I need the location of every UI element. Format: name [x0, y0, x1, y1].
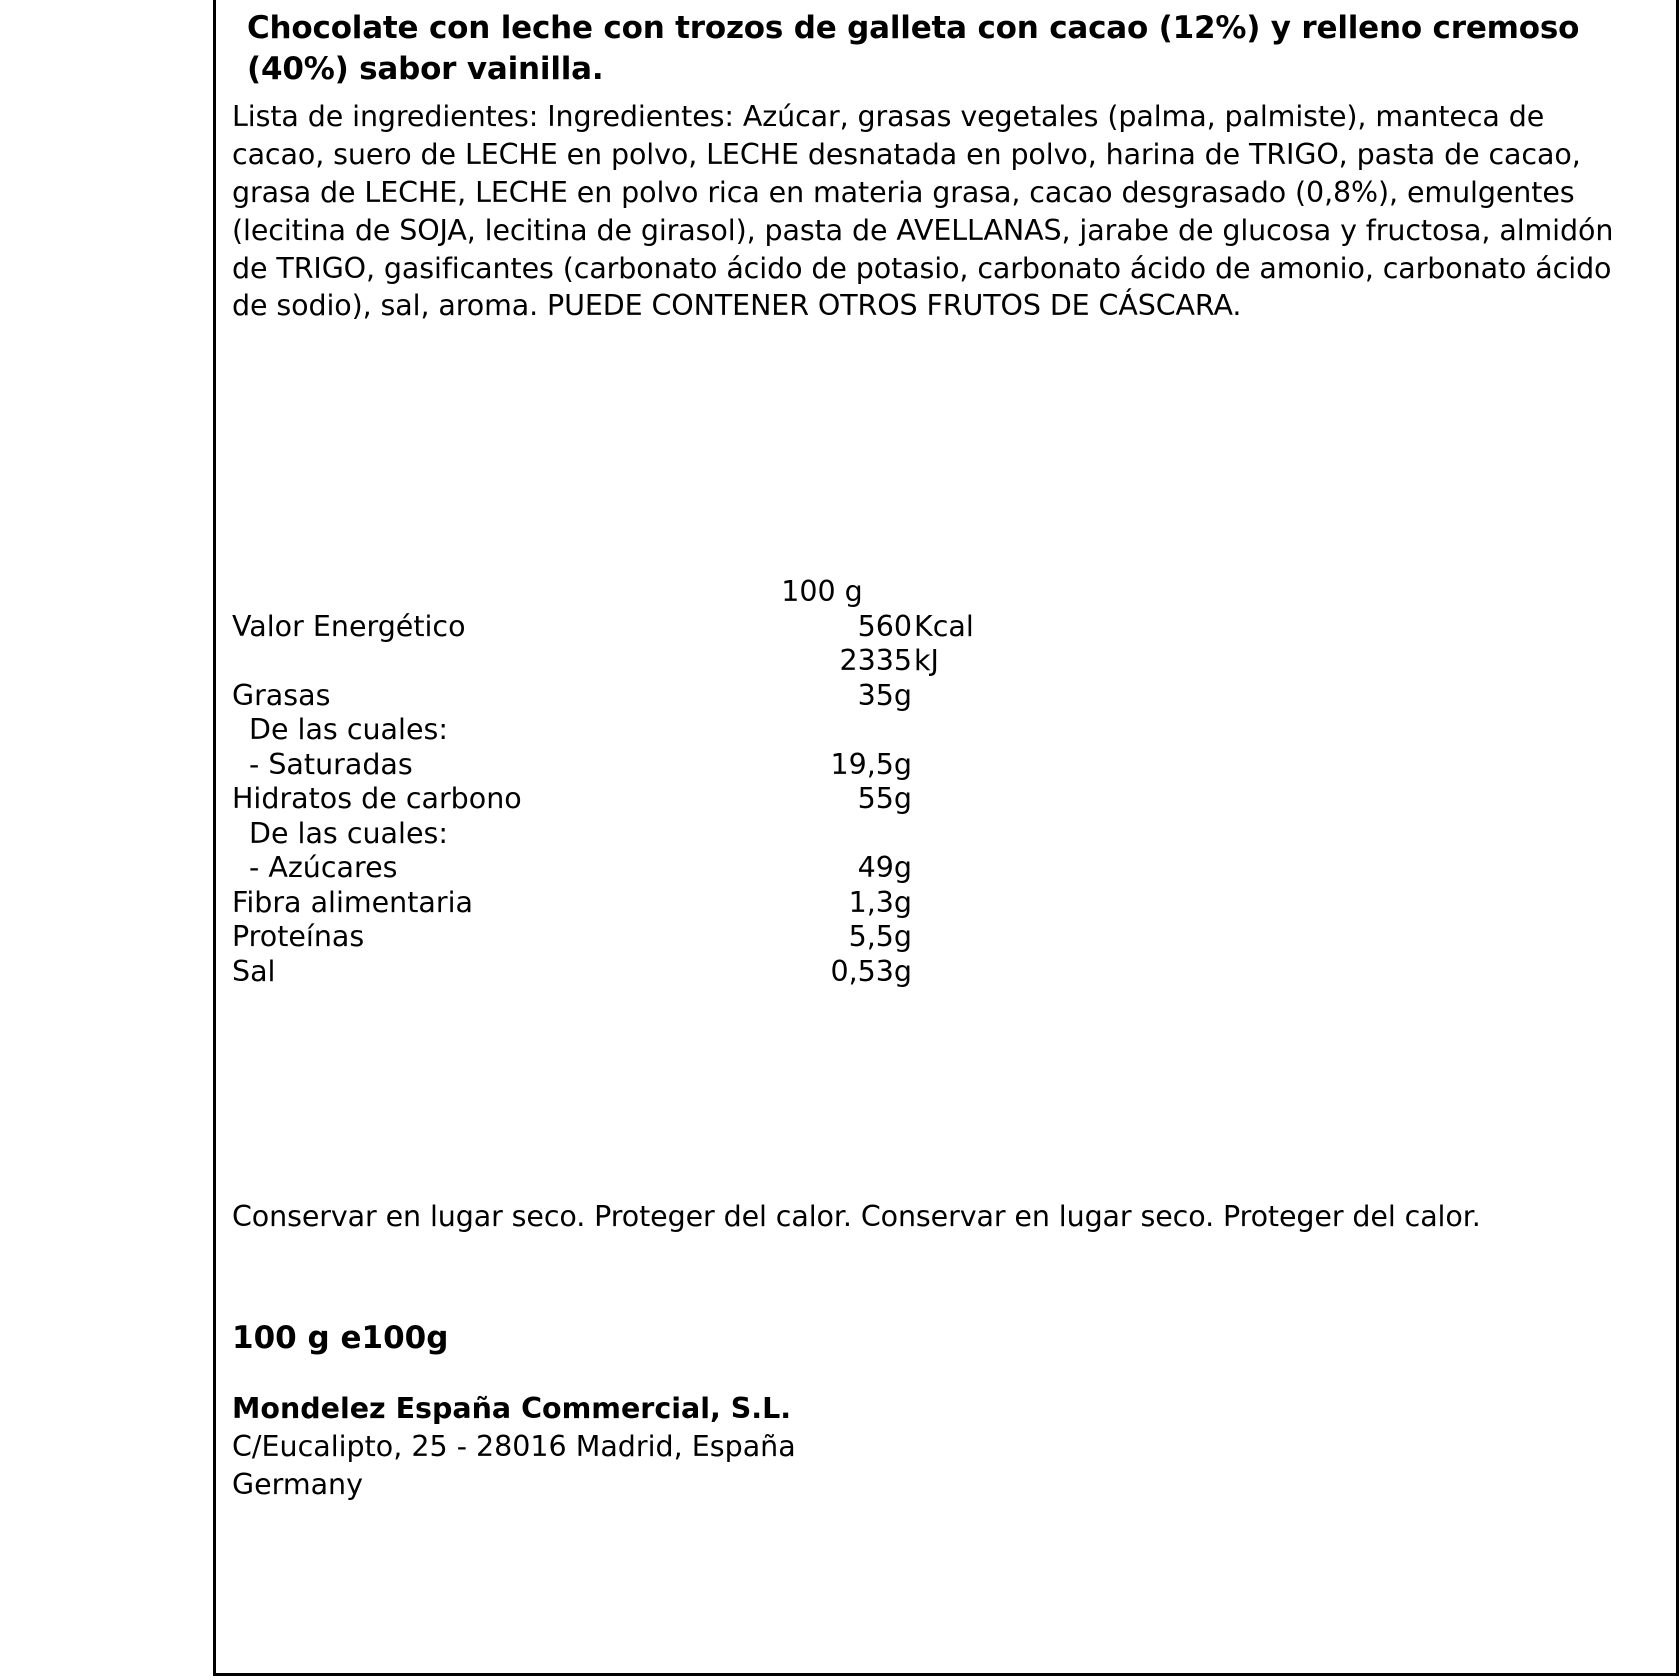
table-row	[232, 885, 1132, 924]
nutrient-value: 1,3g	[848, 885, 912, 919]
nutrient-label: Hidratos de carbono	[232, 782, 522, 815]
table-row	[232, 609, 1132, 648]
nutrient-value: 5,5g	[848, 920, 912, 953]
product-title: Chocolate con leche con trozos de galleta con cacao (12%) y relleno cremoso (40%) sabor vainilla.	[247, 10, 1580, 87]
nutrient-value: 0,53g	[830, 954, 912, 988]
product-label-panel	[213, 0, 1679, 1676]
table-row	[232, 644, 1132, 682]
nutrient-label: - Azúcares	[249, 851, 398, 884]
nutrient-label: Grasas	[232, 678, 331, 712]
nutrient-label: Fibra alimentaria	[232, 885, 473, 919]
manufacturer-country: Germany	[232, 1467, 363, 1501]
table-row	[232, 920, 1132, 958]
nutrient-label: Sal	[232, 954, 276, 988]
nutrient-label: Proteínas	[232, 920, 365, 953]
net-weight: 100 g e100g	[232, 1320, 449, 1356]
nutrient-label: De las cuales:	[249, 816, 448, 850]
table-row	[232, 782, 1132, 820]
table-row	[232, 954, 1132, 993]
nutrient-unit: Kcal	[914, 609, 974, 643]
nutrient-label: - Saturadas	[249, 747, 413, 781]
nutrient-value: 49g	[857, 851, 912, 884]
manufacturer-address: C/Eucalipto, 25 - 28016 Madrid, España	[232, 1429, 796, 1463]
nutrition-table	[232, 575, 1132, 992]
nutrient-value: 19,5g	[830, 747, 912, 781]
table-row	[232, 851, 1132, 889]
nutrition-column-header: 100 g	[781, 575, 863, 608]
storage-instructions: Conservar en lugar seco. Proteger del calor. Conservar en lugar seco. Proteger del calor.	[232, 1200, 1481, 1233]
table-row	[232, 747, 1132, 786]
nutrient-value: 2335	[839, 644, 912, 677]
table-row	[232, 816, 1132, 855]
nutrient-label: De las cuales:	[249, 713, 448, 746]
nutrient-unit: kJ	[914, 644, 939, 677]
nutrient-label: Valor Energético	[232, 609, 466, 643]
nutrient-value: 35g	[857, 678, 912, 712]
table-row	[232, 678, 1132, 717]
manufacturer-name: Mondelez España Commercial, S.L.	[232, 1392, 792, 1425]
table-row	[232, 713, 1132, 751]
nutrient-value: 560	[857, 609, 912, 643]
nutrition-header-row	[232, 575, 1132, 613]
manufacturer-block	[232, 1390, 1622, 1504]
ingredients-list: Lista de ingredientes: Ingredientes: Azúcar, grasas vegetales (palma, palmiste), manteca de cacao, suero de LECHE en polvo, LECHE desnatada en polvo, harina de TRIGO, pasta de cacao, grasa de LECHE, LECHE en polvo rica en materia grasa, cacao desgrasado (0,8%), emulgentes (lecitina de SOJA, lecitina de girasol), pasta de AVELLANAS, jarabe de glucosa y fructosa, almidón de TRIGO, gasificantes (carbonato ácido de potasio, carbonato ácido de amonio, carbonato ácido de sodio), sal, aroma. PUEDE CONTENER OTROS FRUTOS DE CÁSCARA.	[232, 100, 1614, 323]
nutrient-value: 55g	[857, 782, 912, 815]
label-content	[216, 0, 1676, 1673]
